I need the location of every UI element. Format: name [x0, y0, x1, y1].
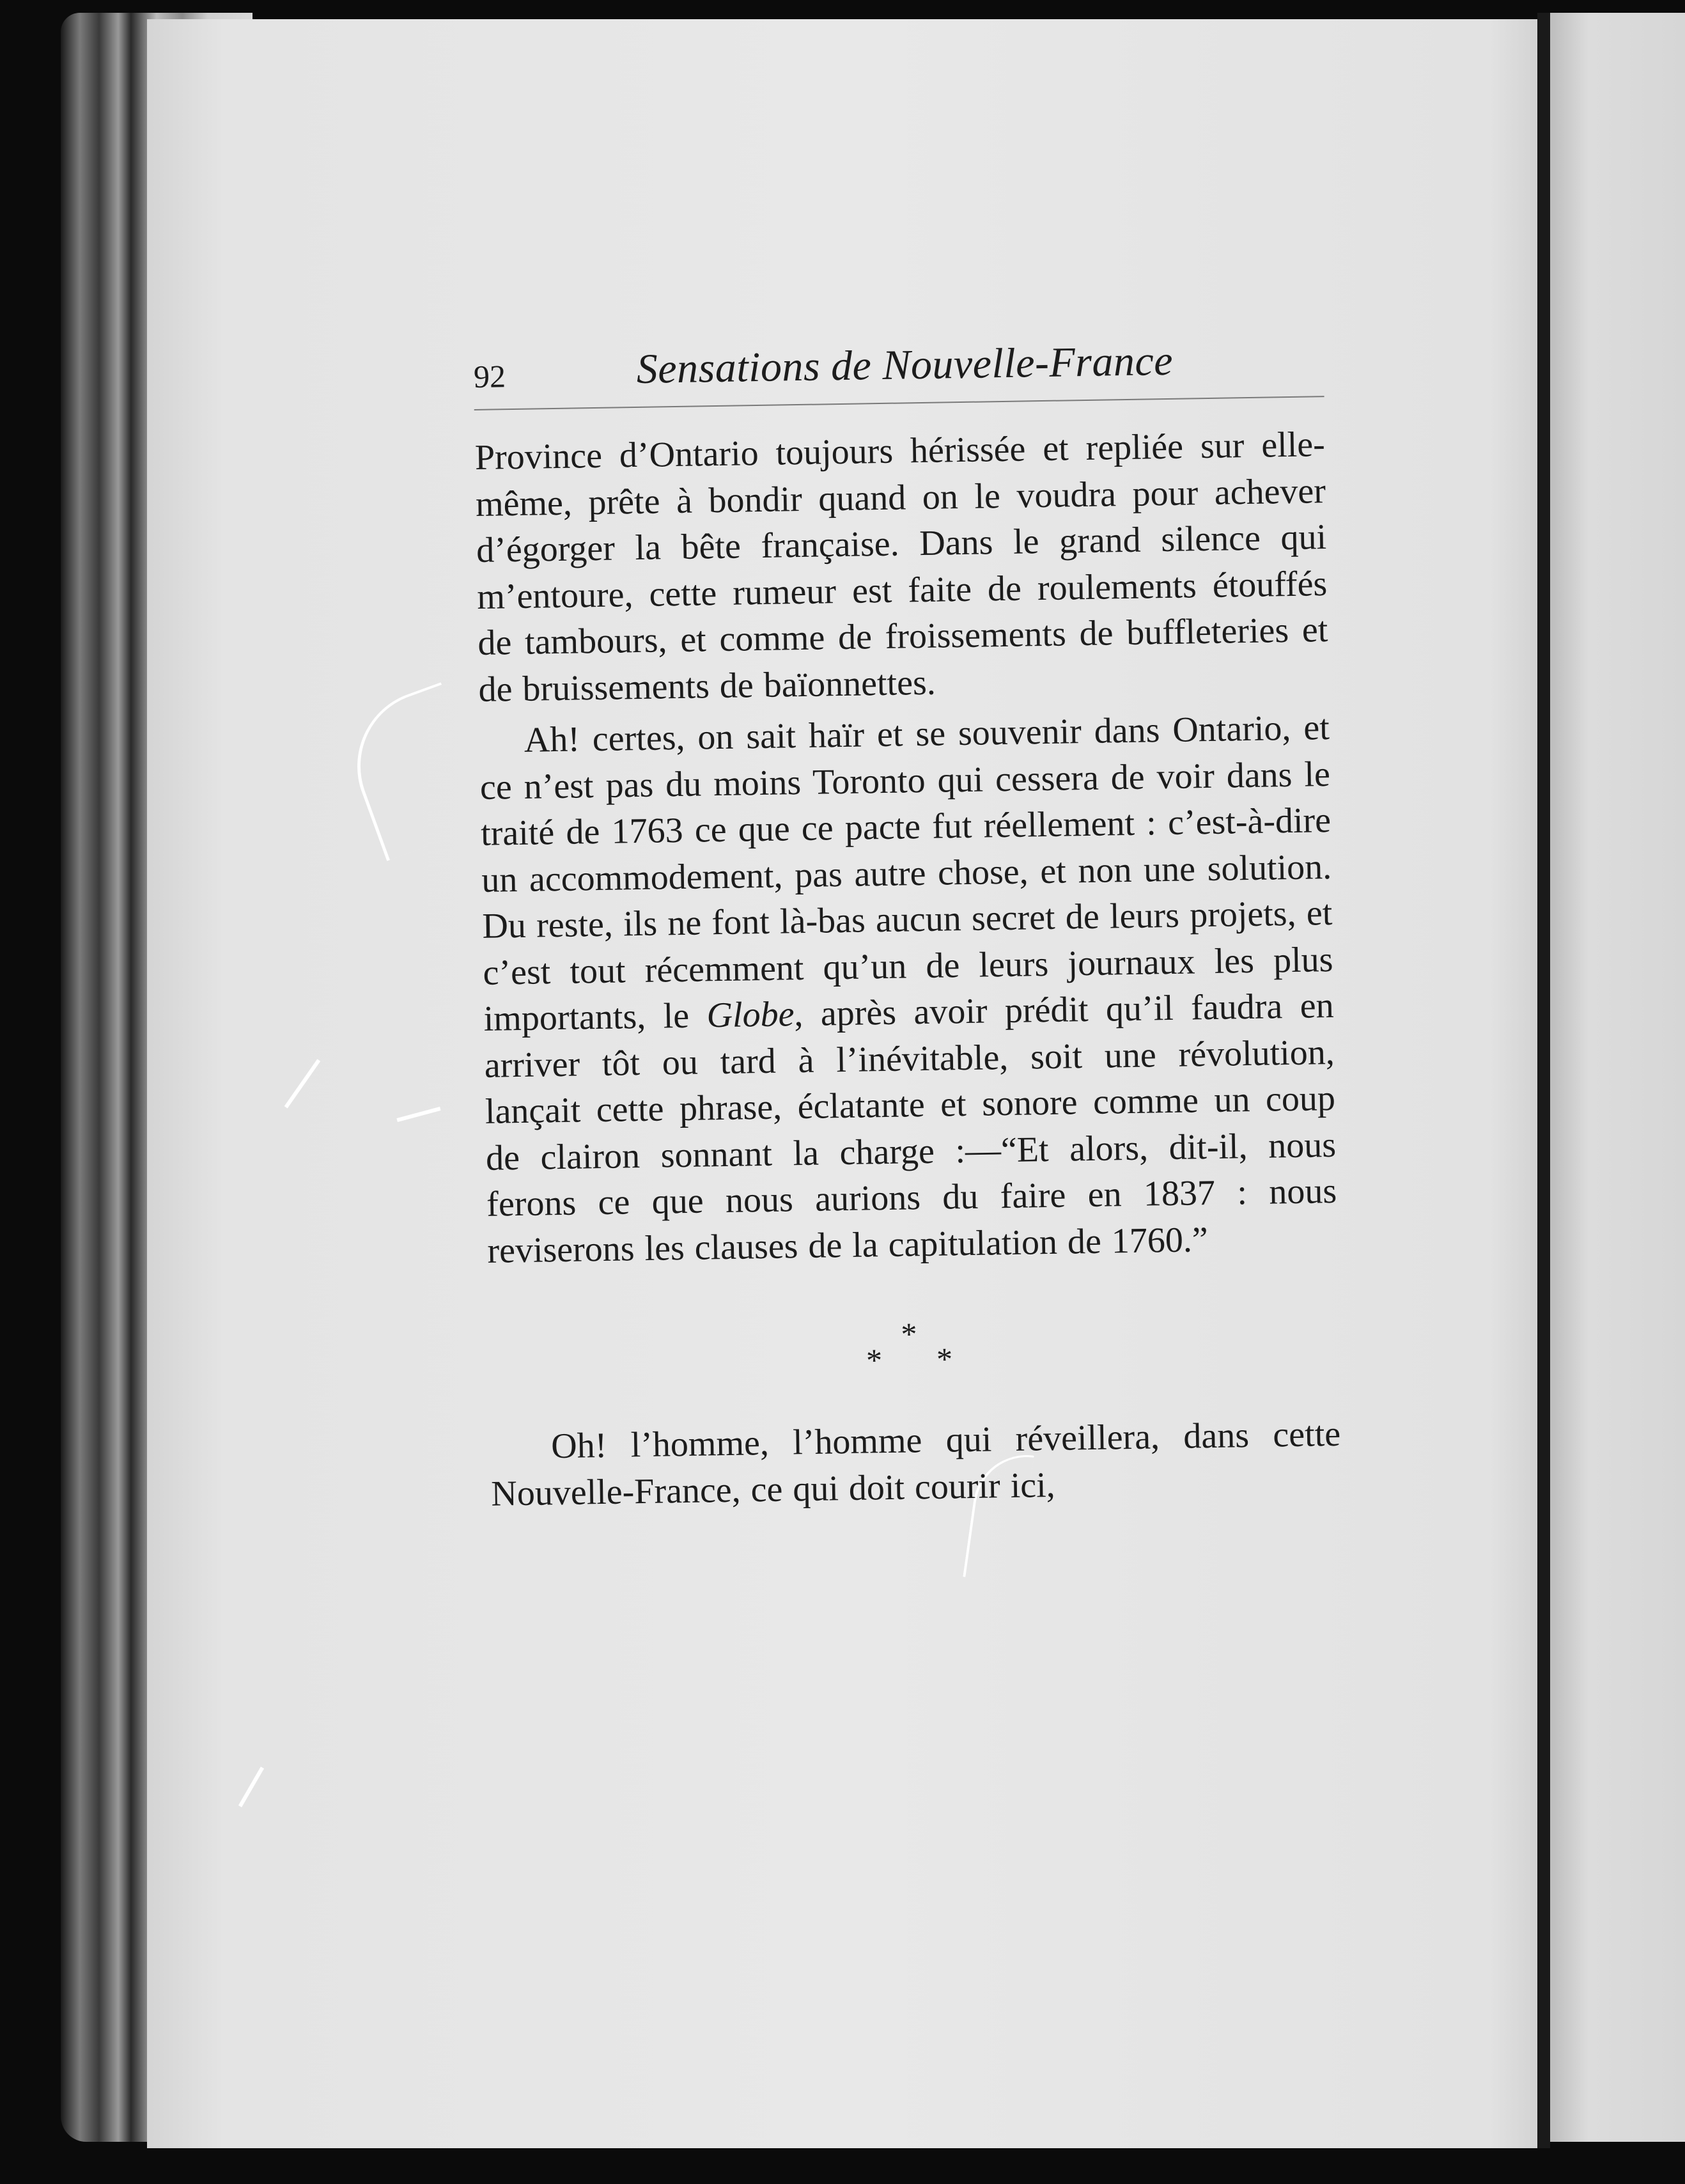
running-head: [473, 325, 1324, 410]
text-block: [473, 325, 1342, 1517]
paragraph-2-text-a: Ah! certes, on sait haïr et se souvenir dans Ontario, et ce n’est pas du moins Toronto qui cessera de voir dans le traité de 1763 ce que ce pacte fut réellement : c’est-à-dire un accommodement, pas autre chose, et non une solution. Du reste, ils ne font là-bas aucun secret de leurs projets, et c’est tout récemment qu’un de leurs journaux les plus importants, le: [479, 708, 1333, 1039]
page-number: 92: [473, 358, 506, 394]
facing-page-edge: [1550, 13, 1685, 2142]
globe-newspaper-title: Globe: [706, 994, 795, 1036]
paragraph-2: [479, 705, 1338, 1274]
paragraph-1: Province d’Ontario toujours hérissée et repliée sur elle-même, prête à bondir quand on le voudra pour achever d’égorger la bête française. Dans le grand silence qui m’entoure, cette rumeur est faite de roulements étouffés de tambours, et comme de froissements de buffleteries et de bruissements de baïonnettes.: [474, 425, 1328, 710]
asterism-star-left: *: [866, 1342, 883, 1378]
asterism-star-top: *: [901, 1316, 917, 1352]
book-gutter: [1537, 13, 1550, 2148]
paragraph-3: Oh! l’homme, l’homme qui réveillera, dans cette Nouvelle-France, ce qui doit courir ici,: [490, 1414, 1341, 1514]
asterism-section-break: [488, 1296, 1340, 1412]
paragraph-2-text-b: , après avoir prédit qu’il faudra en arriver tôt ou tard à l’inévitable, soit une révolution, lançait cette phrase, éclatante et sonore comme un coup de clairon sonnant la charge :—“Et alors, dit-il, nous ferons ce que nous aurions du faire en 1837 : nous reviserons les clauses de la capitulation de 1760.”: [484, 985, 1337, 1271]
asterism-star-right: *: [936, 1341, 953, 1377]
running-title: Sensations de Nouvelle-France: [636, 337, 1174, 393]
